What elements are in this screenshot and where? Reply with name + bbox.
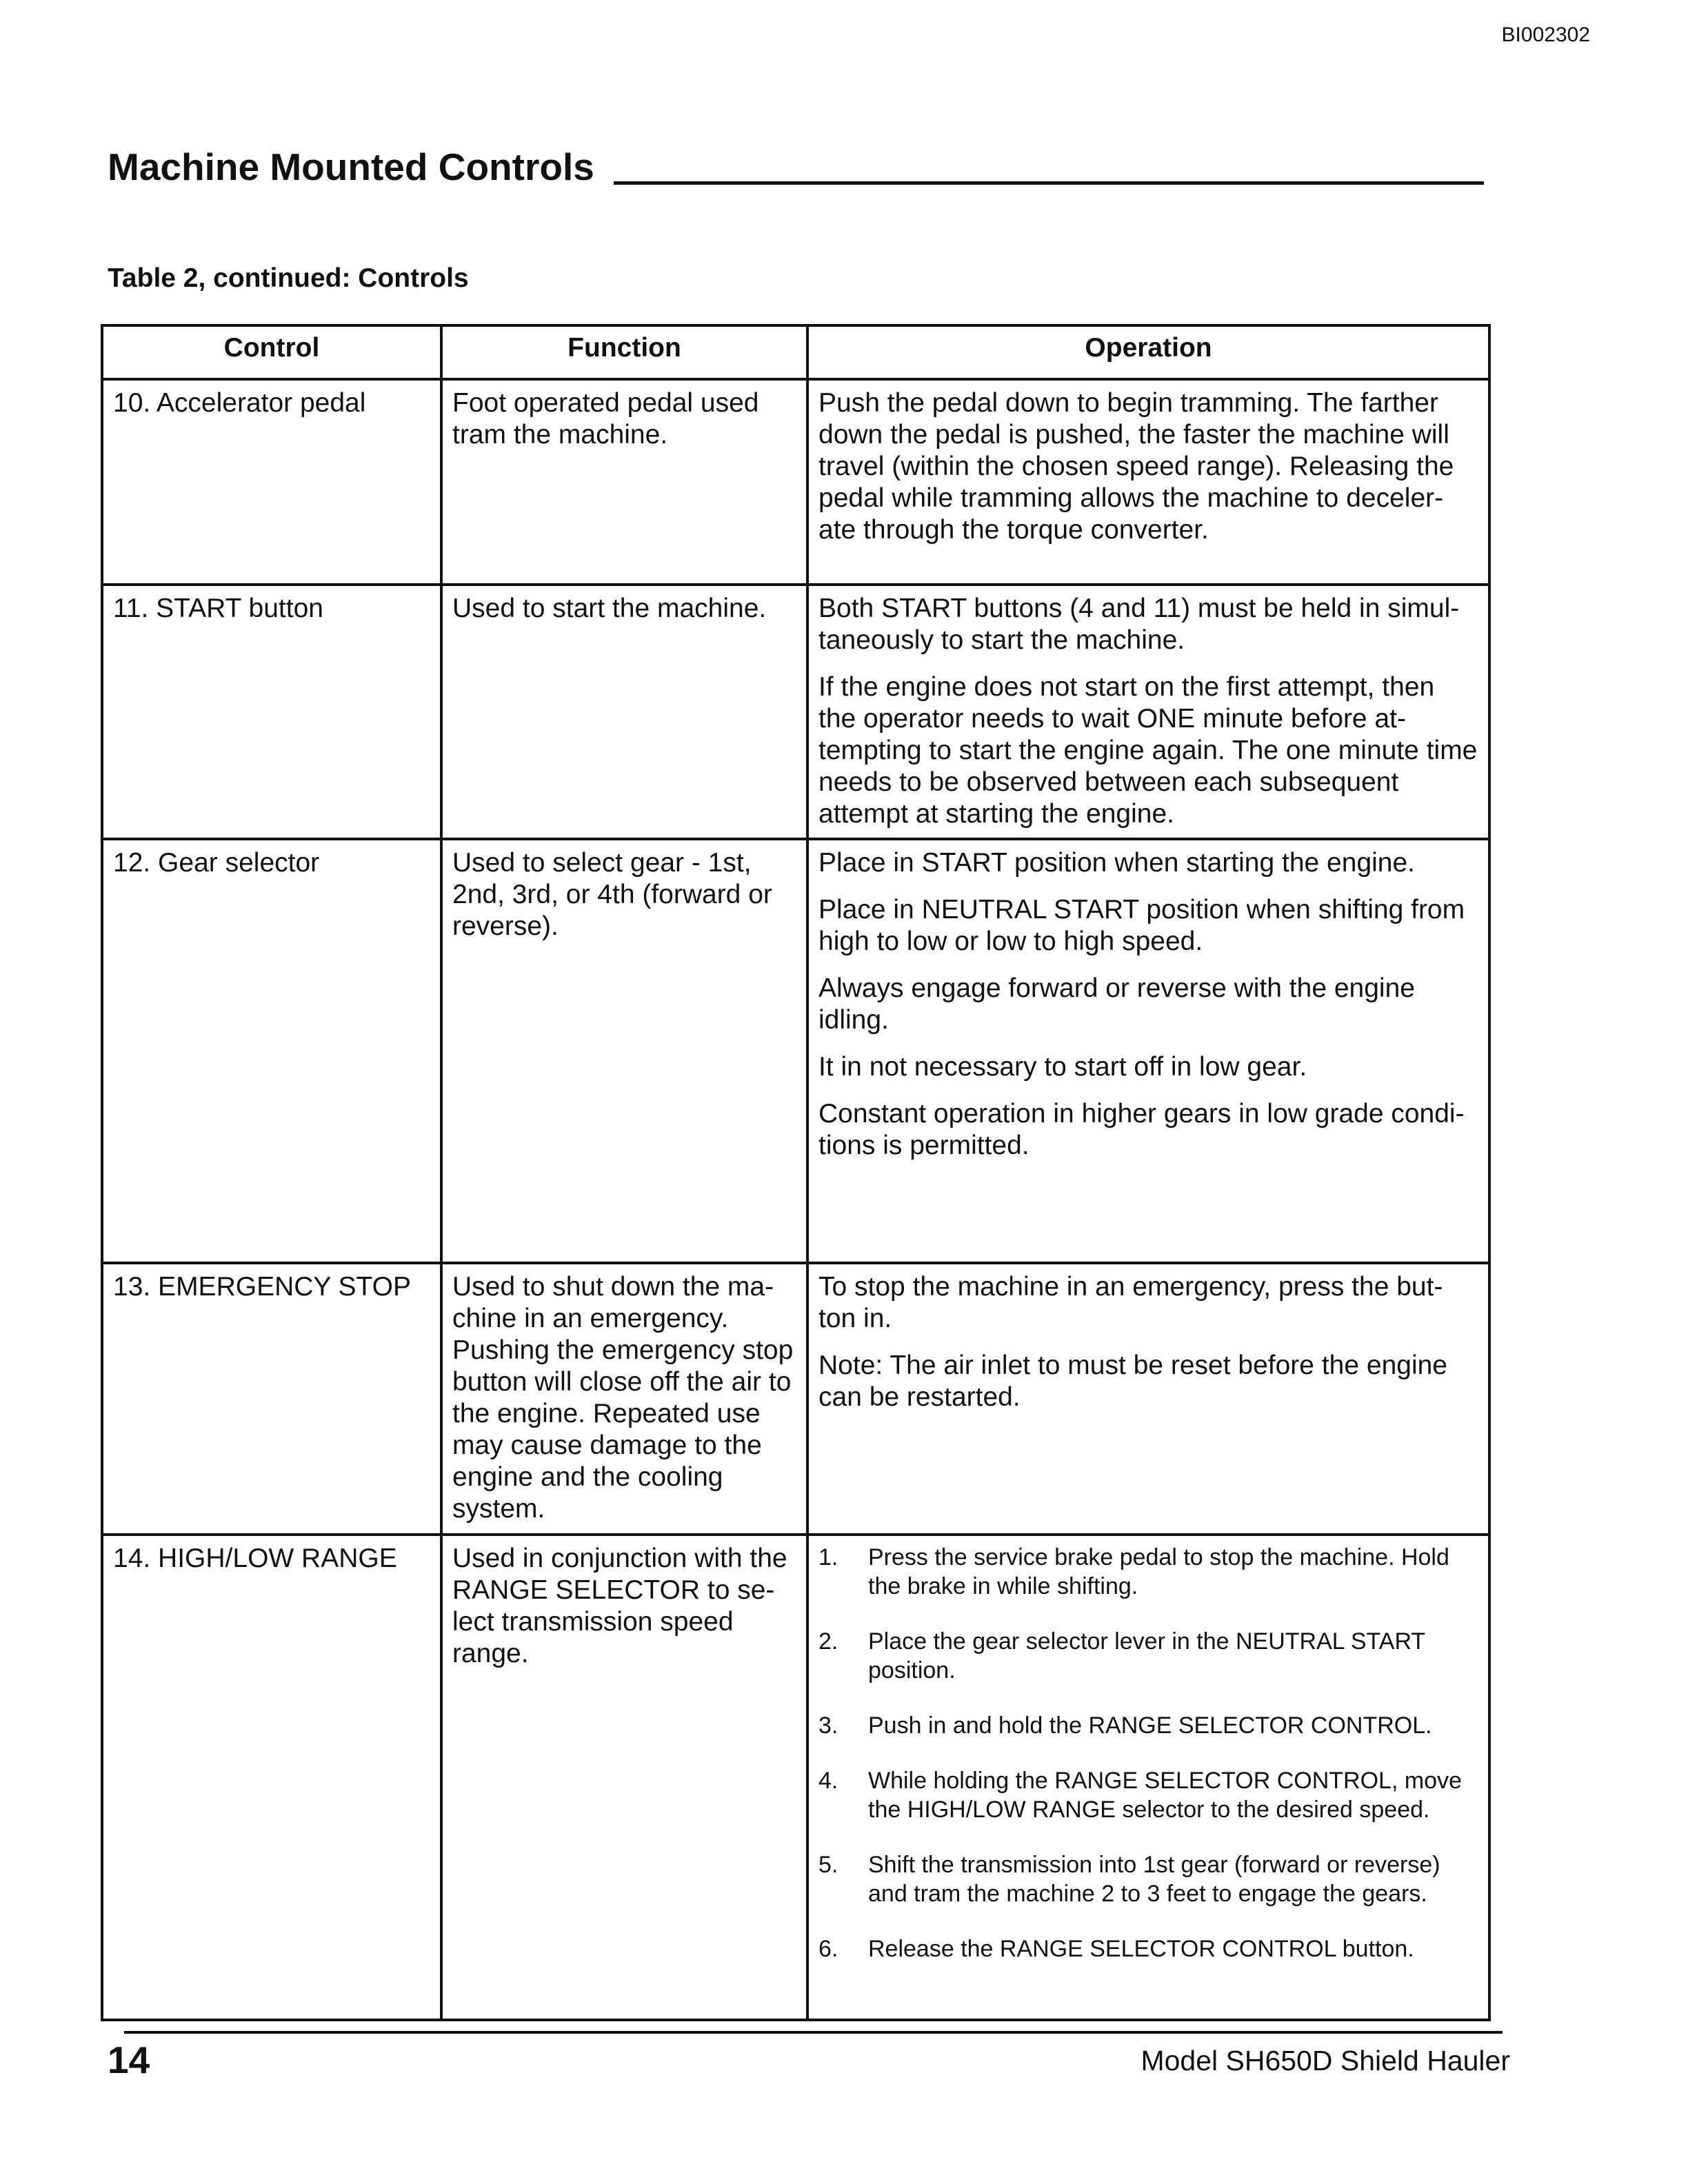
table-row (102, 585, 1489, 840)
step-number: 4. (818, 1768, 838, 1794)
page-heading: Machine Mounted Controls (108, 145, 594, 188)
step-text: Press the service brake pedal to stop the machine. Hold the brake in while shifting. (868, 1544, 1449, 1600)
step-number: 3. (818, 1712, 838, 1739)
function-cell: Used to select gear - 1st, 2nd, 3rd, or 4th (forward or reverse). (441, 839, 807, 1263)
heading-row (108, 145, 1484, 189)
operation-cell (807, 379, 1489, 585)
procedure-step (818, 1711, 1478, 1740)
function-cell: Used to shut down the ma-chine in an emergency. Pushing the emergency stop button will close off the air to the engine. Repeated use may cause damage to the engine and the cooling system. (441, 1263, 807, 1535)
page-number: 14 (108, 2039, 150, 2081)
heading-rule (614, 181, 1484, 185)
footer-rule (124, 2031, 1503, 2034)
function-cell: Used in conjunction with the RANGE SELECTOR to se-lect transmission speed range. (441, 1535, 807, 2020)
control-cell: 11. START button (102, 585, 441, 840)
operation-text: Place in START position when starting the engine. (818, 848, 1416, 878)
controls-table (101, 324, 1491, 2021)
step-number: 5. (818, 1852, 838, 1879)
operation-cell (807, 839, 1489, 1263)
function-cell: Foot operated pedal used tram the machine. (441, 379, 807, 585)
operation-text: To stop the machine in an emergency, press the but-ton in. (818, 1272, 1443, 1334)
control-cell: 10. Accelerator pedal (102, 379, 441, 585)
column-header-operation: Operation (807, 325, 1489, 379)
table-row (102, 379, 1489, 585)
table-row (102, 1263, 1489, 1535)
document-id: BI002302 (1501, 23, 1590, 46)
table-row (102, 839, 1489, 1263)
column-header-function: Function (441, 325, 807, 379)
step-number: 2. (818, 1628, 838, 1655)
function-cell: Used to start the machine. (441, 585, 807, 840)
operation-text: Always engage forward or reverse with the engine idling. (818, 973, 1415, 1035)
step-text: Place the gear selector lever in the NEUTRAL START position. (868, 1628, 1425, 1684)
procedure-step (818, 1934, 1478, 1963)
table-header-row (102, 325, 1489, 379)
control-cell: 13. EMERGENCY STOP (102, 1263, 441, 1535)
step-text: While holding the RANGE SELECTOR CONTROL, move the HIGH/LOW RANGE selector to the desired speed. (868, 1768, 1462, 1823)
table-row (102, 1535, 1489, 2020)
step-number: 1. (818, 1544, 838, 1571)
step-text: Release the RANGE SELECTOR CONTROL button. (868, 1936, 1414, 1963)
footer-model-title: Model SH650D Shield Hauler (1141, 2045, 1510, 2076)
table-caption: Table 2, continued: Controls (108, 263, 469, 293)
control-cell: 12. Gear selector (102, 839, 441, 1263)
column-header-control: Control (102, 325, 441, 379)
procedure-steps (818, 1543, 1478, 1963)
operation-cell (807, 585, 1489, 840)
control-cell: 14. HIGH/LOW RANGE (102, 1535, 441, 2020)
procedure-step (818, 1766, 1478, 1824)
procedure-step (818, 1627, 1478, 1685)
step-number: 6. (818, 1936, 838, 1963)
operation-cell (807, 1263, 1489, 1535)
operation-text: It in not necessary to start off in low gear. (818, 1052, 1307, 1082)
operation-cell (807, 1535, 1489, 2020)
step-text: Push in and hold the RANGE SELECTOR CONTROL. (868, 1712, 1432, 1739)
operation-text: Place in NEUTRAL START position when shifting from high to low or low to high speed. (818, 895, 1465, 957)
operation-text: Both START buttons (4 and 11) must be held in simul-taneously to start the machine. (818, 593, 1460, 655)
operation-text: If the engine does not start on the first attempt, then the operator needs to wait ONE minute before at-tempting to start the engine again. The one minute time needs to be observed between each subsequent attempt at starting the engine. (818, 671, 1478, 829)
operation-text: Constant operation in higher gears in low grade condi-tions is permitted. (818, 1099, 1465, 1161)
procedure-step (818, 1543, 1478, 1601)
step-text: Shift the transmission into 1st gear (forward or reverse) and tram the machine 2 to 3 feet to engage the gears. (868, 1852, 1440, 1908)
operation-text: Note: The air inlet to must be reset before the engine can be restarted. (818, 1351, 1447, 1413)
operation-text: Push the pedal down to begin tramming. The farther down the pedal is pushed, the faster the machine will travel (within the chosen speed range). Releasing the pedal while tramming allows the machine to deceler-ate through the torque converter. (818, 388, 1454, 545)
procedure-step (818, 1850, 1478, 1908)
